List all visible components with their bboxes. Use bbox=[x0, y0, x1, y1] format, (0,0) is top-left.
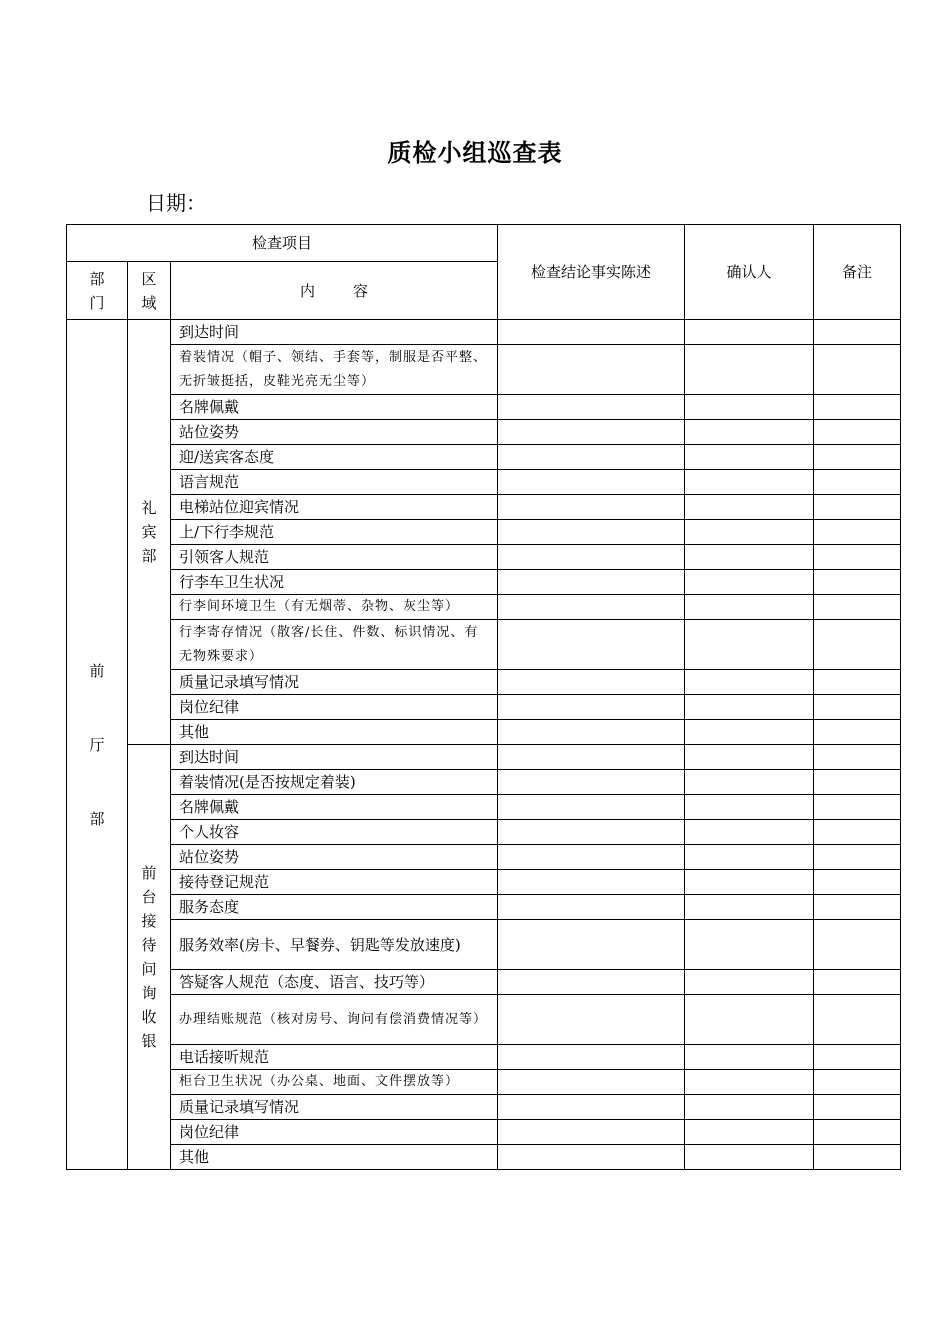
table-row bbox=[67, 1145, 901, 1170]
fact-cell[interactable] bbox=[498, 720, 685, 745]
table-row bbox=[67, 570, 901, 595]
confirm-cell[interactable] bbox=[685, 1070, 814, 1095]
remarks-cell[interactable] bbox=[814, 495, 901, 520]
table-row bbox=[67, 995, 901, 1045]
fact-cell[interactable] bbox=[498, 345, 685, 395]
area-char: 银 bbox=[141, 1032, 157, 1050]
inspection-table bbox=[66, 224, 901, 1170]
fact-cell[interactable] bbox=[498, 1120, 685, 1145]
item-label: 岗位纪律 bbox=[171, 695, 498, 720]
item-label: 上/下行李规范 bbox=[171, 520, 498, 545]
fact-cell[interactable] bbox=[498, 495, 685, 520]
confirm-cell[interactable] bbox=[685, 395, 814, 420]
remarks-cell[interactable] bbox=[814, 1120, 901, 1145]
confirm-cell[interactable] bbox=[685, 495, 814, 520]
confirm-cell[interactable] bbox=[685, 920, 814, 970]
item-label: 其他 bbox=[171, 1145, 498, 1170]
fact-cell[interactable] bbox=[498, 895, 685, 920]
header-dept bbox=[67, 262, 128, 320]
remarks-cell[interactable] bbox=[814, 795, 901, 820]
remarks-cell[interactable] bbox=[814, 420, 901, 445]
remarks-cell[interactable] bbox=[814, 920, 901, 970]
department-cell bbox=[67, 320, 128, 1170]
confirm-cell[interactable] bbox=[685, 895, 814, 920]
date-label: 日期： bbox=[146, 191, 206, 215]
fact-cell[interactable] bbox=[498, 620, 685, 670]
table-row bbox=[67, 670, 901, 695]
table-row bbox=[67, 820, 901, 845]
confirm-cell[interactable] bbox=[685, 1120, 814, 1145]
remarks-cell[interactable] bbox=[814, 1095, 901, 1120]
area-char: 待 bbox=[141, 936, 157, 954]
confirm-cell[interactable] bbox=[685, 545, 814, 570]
area-char: 台 bbox=[141, 888, 157, 906]
fact-cell[interactable] bbox=[498, 1070, 685, 1095]
fact-cell[interactable] bbox=[498, 445, 685, 470]
header-confirm: 确认人 bbox=[685, 225, 814, 320]
confirm-cell[interactable] bbox=[685, 995, 814, 1045]
fact-cell[interactable] bbox=[498, 395, 685, 420]
item-label: 到达时间 bbox=[171, 745, 498, 770]
header-content-b: 容 bbox=[353, 281, 369, 300]
fact-cell[interactable] bbox=[498, 570, 685, 595]
item-label: 名牌佩戴 bbox=[171, 795, 498, 820]
confirm-cell[interactable] bbox=[685, 520, 814, 545]
confirm-cell[interactable] bbox=[685, 1045, 814, 1070]
area-char: 询 bbox=[141, 984, 157, 1002]
table-row bbox=[67, 845, 901, 870]
header-area-char: 域 bbox=[141, 293, 157, 312]
department-char: 部 bbox=[89, 809, 105, 828]
table-row bbox=[67, 620, 901, 670]
remarks-cell[interactable] bbox=[814, 545, 901, 570]
fact-cell[interactable] bbox=[498, 695, 685, 720]
area-cell bbox=[128, 745, 171, 1170]
fact-cell[interactable] bbox=[498, 870, 685, 895]
table-row bbox=[67, 420, 901, 445]
confirm-cell[interactable] bbox=[685, 770, 814, 795]
area-cell bbox=[128, 320, 171, 745]
remarks-cell[interactable] bbox=[814, 895, 901, 920]
table-row bbox=[67, 795, 901, 820]
area-char: 部 bbox=[141, 547, 157, 565]
remarks-cell[interactable] bbox=[814, 595, 901, 620]
remarks-cell[interactable] bbox=[814, 695, 901, 720]
fact-cell[interactable] bbox=[498, 770, 685, 795]
item-label: 着装情况（帽子、领结、手套等，制服是否平整、无折皱挺括，皮鞋光亮无尘等） bbox=[171, 345, 498, 395]
remarks-cell[interactable] bbox=[814, 1070, 901, 1095]
fact-cell[interactable] bbox=[498, 845, 685, 870]
remarks-cell[interactable] bbox=[814, 995, 901, 1045]
area-char: 接 bbox=[141, 912, 157, 930]
fact-cell[interactable] bbox=[498, 1095, 685, 1120]
fact-cell[interactable] bbox=[498, 1145, 685, 1170]
fact-cell[interactable] bbox=[498, 470, 685, 495]
table-row bbox=[67, 1120, 901, 1145]
fact-cell[interactable] bbox=[498, 520, 685, 545]
confirm-cell[interactable] bbox=[685, 1145, 814, 1170]
item-label: 答疑客人规范（态度、语言、技巧等） bbox=[171, 970, 498, 995]
table-row bbox=[67, 1045, 901, 1070]
remarks-cell[interactable] bbox=[814, 320, 901, 345]
table-row bbox=[67, 1095, 901, 1120]
confirm-cell[interactable] bbox=[685, 795, 814, 820]
table-row bbox=[67, 895, 901, 920]
table-row bbox=[67, 520, 901, 545]
item-label: 办理结账规范（核对房号、询问有偿消费情况等） bbox=[171, 995, 498, 1045]
fact-cell[interactable] bbox=[498, 795, 685, 820]
table-row bbox=[67, 720, 901, 745]
remarks-cell[interactable] bbox=[814, 820, 901, 845]
item-label: 柜台卫生状况（办公桌、地面、文件摆放等） bbox=[171, 1070, 498, 1095]
remarks-cell[interactable] bbox=[814, 770, 901, 795]
table-row bbox=[67, 595, 901, 620]
confirm-cell[interactable] bbox=[685, 445, 814, 470]
table-row bbox=[67, 320, 901, 345]
header-content-a: 内 bbox=[299, 281, 315, 300]
table-row bbox=[67, 920, 901, 970]
item-label: 其他 bbox=[171, 720, 498, 745]
confirm-cell[interactable] bbox=[685, 720, 814, 745]
table-row bbox=[67, 745, 901, 770]
confirm-cell[interactable] bbox=[685, 1095, 814, 1120]
item-label: 站位姿势 bbox=[171, 845, 498, 870]
item-label: 行李车卫生状况 bbox=[171, 570, 498, 595]
item-label: 电话接听规范 bbox=[171, 1045, 498, 1070]
header-area-char: 区 bbox=[141, 269, 157, 288]
item-label: 引领客人规范 bbox=[171, 545, 498, 570]
confirm-cell[interactable] bbox=[685, 620, 814, 670]
fact-cell[interactable] bbox=[498, 745, 685, 770]
item-label: 个人妆容 bbox=[171, 820, 498, 845]
fact-cell[interactable] bbox=[498, 420, 685, 445]
remarks-cell[interactable] bbox=[814, 1145, 901, 1170]
area-char: 宾 bbox=[141, 523, 157, 541]
confirm-cell[interactable] bbox=[685, 695, 814, 720]
fact-cell[interactable] bbox=[498, 995, 685, 1045]
confirm-cell[interactable] bbox=[685, 845, 814, 870]
fact-cell[interactable] bbox=[498, 670, 685, 695]
item-label: 行李寄存情况（散客/长住、件数、标识情况、有无物殊要求） bbox=[171, 620, 498, 670]
table-row bbox=[67, 495, 901, 520]
confirm-cell[interactable] bbox=[685, 970, 814, 995]
fact-cell[interactable] bbox=[498, 595, 685, 620]
table-row bbox=[67, 470, 901, 495]
fact-cell[interactable] bbox=[498, 1045, 685, 1070]
table-row bbox=[67, 1070, 901, 1095]
remarks-cell[interactable] bbox=[814, 970, 901, 995]
fact-cell[interactable] bbox=[498, 320, 685, 345]
item-label: 质量记录填写情况 bbox=[171, 670, 498, 695]
fact-cell[interactable] bbox=[498, 970, 685, 995]
page-title: 质检小组巡查表 bbox=[387, 139, 563, 167]
remarks-cell[interactable] bbox=[814, 570, 901, 595]
header-dept-char: 部 bbox=[89, 269, 105, 288]
item-label: 到达时间 bbox=[171, 320, 498, 345]
fact-cell[interactable] bbox=[498, 545, 685, 570]
item-label: 着装情况(是否按规定着装) bbox=[171, 770, 498, 795]
fact-cell[interactable] bbox=[498, 820, 685, 845]
remarks-cell[interactable] bbox=[814, 670, 901, 695]
table-row bbox=[67, 870, 901, 895]
header-remarks: 备注 bbox=[814, 225, 901, 320]
table-row bbox=[67, 545, 901, 570]
item-label: 语言规范 bbox=[171, 470, 498, 495]
item-label: 迎/送宾客态度 bbox=[171, 445, 498, 470]
table-row bbox=[67, 395, 901, 420]
remarks-cell[interactable] bbox=[814, 470, 901, 495]
remarks-cell[interactable] bbox=[814, 870, 901, 895]
table-row bbox=[67, 770, 901, 795]
item-label: 质量记录填写情况 bbox=[171, 1095, 498, 1120]
confirm-cell[interactable] bbox=[685, 570, 814, 595]
confirm-cell[interactable] bbox=[685, 320, 814, 345]
header-dept-char: 门 bbox=[89, 293, 105, 312]
remarks-cell[interactable] bbox=[814, 395, 901, 420]
table-row bbox=[67, 970, 901, 995]
confirm-cell[interactable] bbox=[685, 670, 814, 695]
table-row bbox=[67, 695, 901, 720]
area-char: 前 bbox=[141, 864, 157, 882]
item-label: 接待登记规范 bbox=[171, 870, 498, 895]
table-row bbox=[67, 345, 901, 395]
department-char: 厅 bbox=[89, 735, 105, 754]
header-check-items: 检查项目 bbox=[67, 225, 498, 262]
confirm-cell[interactable] bbox=[685, 470, 814, 495]
remarks-cell[interactable] bbox=[814, 745, 901, 770]
remarks-cell[interactable] bbox=[814, 1045, 901, 1070]
remarks-cell[interactable] bbox=[814, 845, 901, 870]
remarks-cell[interactable] bbox=[814, 345, 901, 395]
item-label: 电梯站位迎宾情况 bbox=[171, 495, 498, 520]
table-row bbox=[67, 445, 901, 470]
fact-cell[interactable] bbox=[498, 920, 685, 970]
confirm-cell[interactable] bbox=[685, 420, 814, 445]
item-label: 服务效率(房卡、早餐券、钥匙等发放速度) bbox=[171, 920, 498, 970]
remarks-cell[interactable] bbox=[814, 520, 901, 545]
header-area bbox=[128, 262, 171, 320]
area-char: 礼 bbox=[141, 499, 157, 517]
item-label: 岗位纪律 bbox=[171, 1120, 498, 1145]
confirm-cell[interactable] bbox=[685, 745, 814, 770]
confirm-cell[interactable] bbox=[685, 345, 814, 395]
remarks-cell[interactable] bbox=[814, 720, 901, 745]
confirm-cell[interactable] bbox=[685, 870, 814, 895]
area-char: 问 bbox=[141, 960, 157, 978]
header-facts: 检查结论事实陈述 bbox=[498, 225, 685, 320]
item-label: 站位姿势 bbox=[171, 420, 498, 445]
remarks-cell[interactable] bbox=[814, 620, 901, 670]
department-char: 前 bbox=[89, 661, 105, 680]
header-content bbox=[171, 262, 498, 320]
remarks-cell[interactable] bbox=[814, 445, 901, 470]
area-char: 收 bbox=[141, 1008, 157, 1026]
confirm-cell[interactable] bbox=[685, 820, 814, 845]
item-label: 名牌佩戴 bbox=[171, 395, 498, 420]
item-label: 服务态度 bbox=[171, 895, 498, 920]
item-label: 行李间环境卫生（有无烟蒂、杂物、灰尘等） bbox=[171, 595, 498, 620]
confirm-cell[interactable] bbox=[685, 595, 814, 620]
